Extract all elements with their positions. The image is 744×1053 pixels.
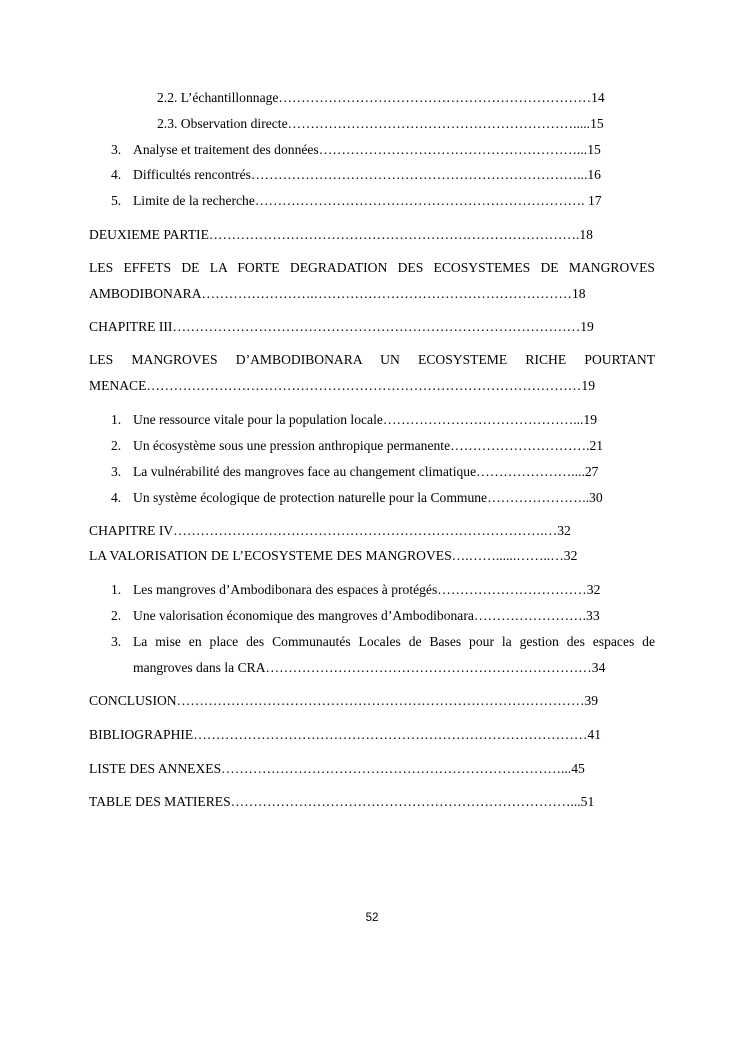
toc-table-of-contents (89, 794, 594, 810)
toc-entry-text: La vulnérabilité des mangroves face au changement climatique…………………....27 (133, 464, 599, 479)
toc-entry-2-3 (157, 116, 604, 132)
toc-chapter-3-title-line-1 (89, 352, 655, 368)
page-number: 52 (365, 912, 379, 924)
toc-entry-text: LISTE DES ANNEXES…………………………………………………………………...45 (89, 761, 585, 776)
toc-entry-text: CONCLUSION………………………………………………………………………………39 (89, 693, 599, 708)
toc-entry-ch4-2 (111, 608, 600, 624)
toc-entry-text: LES EFFETS DE LA FORTE DEGRADATION DES ECOSYSTEMES DE MANGROVES (89, 260, 655, 275)
toc-entry-ch3-4 (111, 490, 603, 506)
toc-entry-number: 1. (111, 582, 122, 597)
toc-entry-3 (111, 142, 601, 158)
toc-entry-ch3-1 (111, 412, 597, 428)
toc-entry-text: CHAPITRE IV……………………………………………………………………….…32 (89, 523, 571, 538)
toc-chapter-3-title-line-2 (89, 378, 595, 394)
toc-entry-2-2 (157, 90, 605, 106)
toc-entry-text: Une ressource vitale pour la population locale……………………………………...19 (133, 412, 597, 427)
toc-entry-text: LA VALORISATION DE L’ECOSYSTEME DES MANGROVES….……......……..…32 (89, 548, 578, 563)
toc-entry-text: Difficultés rencontrés………………………………………………………………...16 (133, 167, 601, 182)
toc-entry-text: mangroves dans la CRA………………………………………………………………34 (133, 660, 606, 675)
toc-entry-text: Les mangroves d’Ambodibonara des espaces à protégés……………………………32 (133, 582, 601, 597)
toc-entry-ch4-3-line-1 (111, 634, 655, 650)
toc-chapter-4 (89, 523, 571, 539)
toc-entry-number: 5. (111, 193, 122, 208)
toc-entry-text: Limite de la recherche………………………………………………………………. 17 (133, 193, 602, 208)
toc-entry-text: BIBLIOGRAPHIE……………………………………………………………………………41 (89, 727, 602, 742)
toc-annexes (89, 761, 585, 777)
toc-entry-number: 2. (111, 438, 122, 453)
toc-entry-text: 2.3. Observation directe……………………………………………………….....15 (157, 116, 604, 131)
toc-entry-ch4-1 (111, 582, 600, 598)
toc-entry-number: 2. (111, 608, 122, 623)
toc-entry-text: Un écosystème sous une pression anthropique permanente………………………….21 (133, 438, 604, 453)
toc-entry-4 (111, 167, 601, 183)
toc-entry-text: 2.2. L’échantillonnage……………………………………………………………14 (157, 90, 605, 105)
toc-conclusion (89, 693, 598, 709)
toc-entry-number: 4. (111, 490, 122, 505)
toc-part-title-line-2 (89, 286, 586, 302)
toc-entry-number: 3. (111, 634, 122, 649)
toc-part-title-line-1 (89, 260, 655, 276)
toc-entry-number: 3. (111, 464, 122, 479)
toc-entry-text: DEUXIEME PARTIE……………………………………………………………………….18 (89, 227, 593, 242)
toc-entry-ch3-3 (111, 464, 598, 480)
toc-entry-ch4-3-line-2 (133, 660, 605, 676)
toc-bibliography (89, 727, 601, 743)
toc-entry-text: TABLE DES MATIERES…………………………………………………………………...51 (89, 794, 595, 809)
toc-entry-text: Un système écologique de protection naturelle pour la Commune…………………..30 (133, 490, 603, 505)
toc-chapter-3 (89, 319, 594, 335)
toc-entry-number: 1. (111, 412, 122, 427)
toc-entry-text: Une valorisation économique des mangroves d’Ambodibonara…………………….33 (133, 608, 600, 623)
toc-entry-number: 4. (111, 167, 122, 182)
toc-entry-ch3-2 (111, 438, 603, 454)
toc-entry-text: LES MANGROVES D’AMBODIBONARA UN ECOSYSTEME RICHE POURTANT (89, 352, 655, 367)
toc-entry-text: AMBODIBONARA…………………….…………………………………………………18 (89, 286, 586, 301)
toc-entry-5 (111, 193, 602, 209)
toc-part-heading (89, 227, 593, 243)
toc-entry-text: CHAPITRE III………………………………………………………………………………19 (89, 319, 594, 334)
toc-entry-text: Analyse et traitement des données…………………………………………………...15 (133, 142, 601, 157)
toc-entry-text: La mise en place des Communautés Locales de Bases pour la gestion des espaces de (133, 634, 655, 649)
toc-entry-number: 3. (111, 142, 122, 157)
toc-entry-text: MENACE……………………………………………………………………………………19 (89, 378, 595, 393)
toc-chapter-4-title (89, 548, 577, 564)
